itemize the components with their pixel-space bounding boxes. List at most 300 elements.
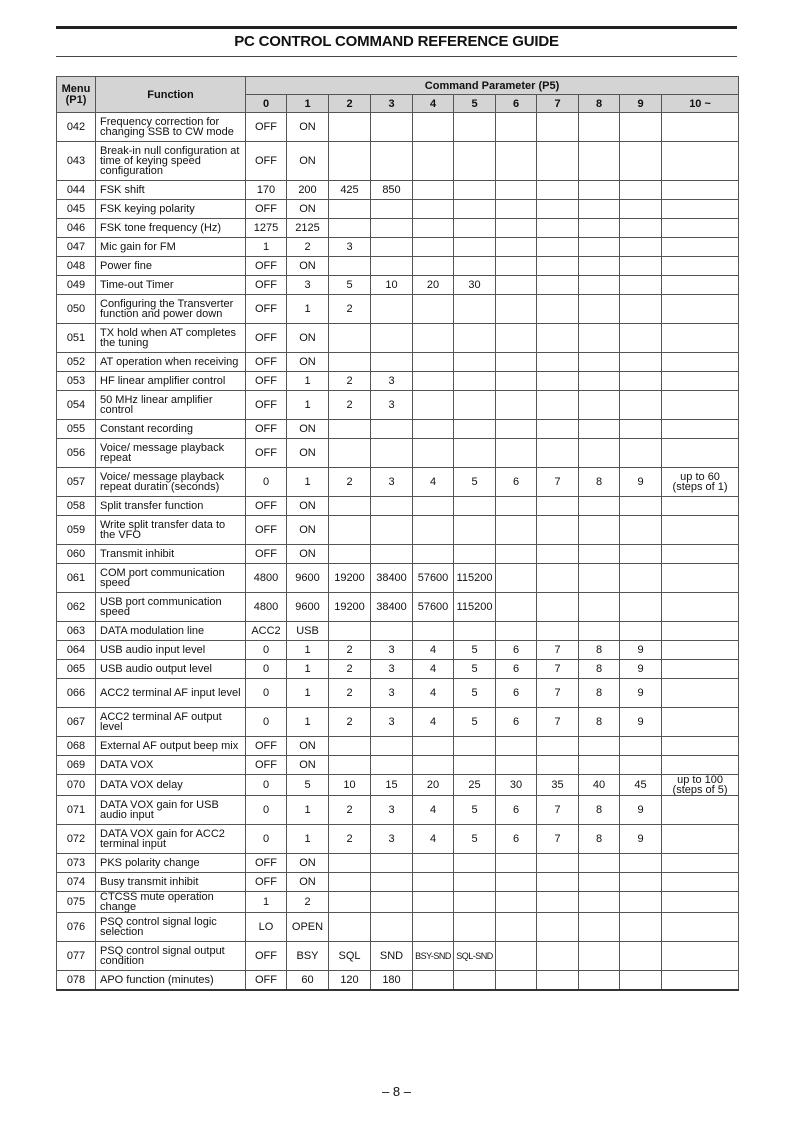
menu-number: 043 (57, 142, 96, 181)
param-value (579, 622, 620, 641)
param-value: OFF (246, 142, 287, 181)
param-value: 2 (329, 825, 371, 854)
param-value (371, 295, 413, 324)
table-row (57, 854, 739, 873)
param-value (413, 439, 454, 468)
param-value (371, 497, 413, 516)
param-value: 3 (371, 372, 413, 391)
param-value: OFF (246, 295, 287, 324)
param-value (413, 295, 454, 324)
param-value: ON (287, 756, 329, 775)
param-value: 9600 (287, 564, 329, 593)
param-value (620, 892, 662, 913)
param-value: 7 (537, 660, 579, 679)
param-value (413, 324, 454, 353)
param-value: 1 (287, 825, 329, 854)
param-value (454, 873, 496, 892)
table-row (57, 756, 739, 775)
param-value (454, 497, 496, 516)
function-name: TX hold when AT completes the tuning (96, 324, 246, 353)
param-value (329, 545, 371, 564)
param-value (537, 353, 579, 372)
range-note: up to 100 (steps of 5) (662, 775, 739, 796)
param-value (537, 276, 579, 295)
param-value: 35 (537, 775, 579, 796)
param-value: 3 (371, 468, 413, 497)
param-value (371, 257, 413, 276)
param-value (454, 971, 496, 991)
param-value: 6 (496, 825, 537, 854)
param-value (329, 913, 371, 942)
param-value (371, 516, 413, 545)
range-note (662, 593, 739, 622)
param-value: 4800 (246, 593, 287, 622)
table-row (57, 825, 739, 854)
function-name: PSQ control signal logic selection (96, 913, 246, 942)
param-value: ON (287, 142, 329, 181)
param-value: 6 (496, 660, 537, 679)
param-value (620, 942, 662, 971)
param-value (413, 200, 454, 219)
param-value (620, 200, 662, 219)
param-value: 20 (413, 276, 454, 295)
menu-number: 056 (57, 439, 96, 468)
param-value (454, 391, 496, 420)
param-value (579, 737, 620, 756)
param-value (496, 200, 537, 219)
menu-number: 049 (57, 276, 96, 295)
param-value: OFF (246, 545, 287, 564)
param-value (329, 219, 371, 238)
param-value: ON (287, 737, 329, 756)
param-value: ON (287, 439, 329, 468)
param-value: OFF (246, 391, 287, 420)
table-row (57, 622, 739, 641)
param-value (413, 497, 454, 516)
function-name: FSK keying polarity (96, 200, 246, 219)
param-value: OFF (246, 737, 287, 756)
param-value (537, 200, 579, 219)
param-value: 8 (579, 468, 620, 497)
menu-number: 052 (57, 353, 96, 372)
param-value (579, 372, 620, 391)
param-value (579, 516, 620, 545)
range-note (662, 545, 739, 564)
param-col-header: 1 (287, 95, 329, 113)
param-value (496, 295, 537, 324)
param-value: USB (287, 622, 329, 641)
table-row (57, 497, 739, 516)
param-value (496, 257, 537, 276)
param-value: OFF (246, 324, 287, 353)
range-note (662, 142, 739, 181)
param-col-header: 8 (579, 95, 620, 113)
param-value (537, 873, 579, 892)
param-value: ON (287, 497, 329, 516)
param-value: BSY-SND (413, 942, 454, 971)
function-name: DATA VOX (96, 756, 246, 775)
param-value (454, 295, 496, 324)
param-value (371, 142, 413, 181)
param-value: 115200 (454, 593, 496, 622)
range-note (662, 825, 739, 854)
param-value: OFF (246, 854, 287, 873)
param-value (620, 391, 662, 420)
param-value: OFF (246, 756, 287, 775)
param-col-header: 3 (371, 95, 413, 113)
param-value: 0 (246, 679, 287, 708)
function-name: ACC2 terminal AF input level (96, 679, 246, 708)
range-note (662, 854, 739, 873)
param-value: 2 (329, 679, 371, 708)
param-value (496, 142, 537, 181)
param-value (620, 497, 662, 516)
param-value (620, 737, 662, 756)
param-value (537, 391, 579, 420)
param-value (620, 913, 662, 942)
param-value: 4 (413, 660, 454, 679)
param-value (579, 324, 620, 353)
param-value: ON (287, 545, 329, 564)
param-value: OFF (246, 113, 287, 142)
range-note (662, 497, 739, 516)
param-value (579, 276, 620, 295)
command-reference-table (56, 76, 739, 991)
table-row (57, 942, 739, 971)
param-value: 4 (413, 679, 454, 708)
function-name: DATA VOX delay (96, 775, 246, 796)
table-row (57, 516, 739, 545)
range-note (662, 200, 739, 219)
param-value (620, 142, 662, 181)
param-value: 4 (413, 796, 454, 825)
menu-number: 051 (57, 324, 96, 353)
param-col-header: 5 (454, 95, 496, 113)
param-value: 8 (579, 641, 620, 660)
range-note (662, 622, 739, 641)
param-value: 5 (454, 796, 496, 825)
param-col-header: 2 (329, 95, 371, 113)
param-value: 9 (620, 660, 662, 679)
param-value: 7 (537, 825, 579, 854)
param-value (496, 622, 537, 641)
top-rule (56, 26, 737, 29)
param-value (496, 113, 537, 142)
param-value (371, 113, 413, 142)
param-value (537, 756, 579, 775)
range-note (662, 679, 739, 708)
function-name: DATA VOX gain for USB audio input (96, 796, 246, 825)
param-value: 9600 (287, 593, 329, 622)
param-value (496, 497, 537, 516)
range-note (662, 372, 739, 391)
table-row (57, 468, 739, 497)
param-value (537, 219, 579, 238)
param-value (620, 593, 662, 622)
menu-number: 069 (57, 756, 96, 775)
menu-header-label: Menu (61, 82, 91, 95)
param-value: SND (371, 942, 413, 971)
param-value (620, 257, 662, 276)
param-value (537, 420, 579, 439)
function-name: Power fine (96, 257, 246, 276)
param-value: 1 (246, 892, 287, 913)
menu-number: 078 (57, 971, 96, 991)
menu-number: 058 (57, 497, 96, 516)
param-value (413, 971, 454, 991)
param-value (329, 737, 371, 756)
param-value (413, 181, 454, 200)
param-value: 19200 (329, 564, 371, 593)
param-value: BSY (287, 942, 329, 971)
param-value (496, 593, 537, 622)
param-value (579, 913, 620, 942)
range-note (662, 796, 739, 825)
param-value: 3 (371, 679, 413, 708)
param-value: 40 (579, 775, 620, 796)
param-value (454, 737, 496, 756)
param-value: 3 (371, 796, 413, 825)
menu-number: 077 (57, 942, 96, 971)
param-value (537, 257, 579, 276)
param-value (413, 372, 454, 391)
param-value: 15 (371, 775, 413, 796)
param-value: SQL (329, 942, 371, 971)
param-value: 7 (537, 796, 579, 825)
param-value (620, 545, 662, 564)
function-name: HF linear amplifier control (96, 372, 246, 391)
param-value (454, 854, 496, 873)
param-value (413, 420, 454, 439)
param-value (496, 737, 537, 756)
param-value: ON (287, 516, 329, 545)
menu-number: 072 (57, 825, 96, 854)
table-row (57, 353, 739, 372)
param-value (496, 854, 537, 873)
range-note (662, 913, 739, 942)
range-note (662, 942, 739, 971)
param-value: ON (287, 873, 329, 892)
table-row (57, 660, 739, 679)
param-value (454, 439, 496, 468)
function-name: Voice/ message playback repeat (96, 439, 246, 468)
function-name: COM port communication speed (96, 564, 246, 593)
param-value: 8 (579, 708, 620, 737)
param-value: 1 (287, 372, 329, 391)
param-value (454, 756, 496, 775)
param-value: 8 (579, 679, 620, 708)
param-value: 2 (329, 641, 371, 660)
param-value (579, 873, 620, 892)
table-row (57, 641, 739, 660)
param-value (537, 295, 579, 324)
param-value: 9 (620, 708, 662, 737)
table-row (57, 679, 739, 708)
param-value (620, 622, 662, 641)
function-name: USB port communication speed (96, 593, 246, 622)
function-name: DATA VOX gain for ACC2 terminal input (96, 825, 246, 854)
param-value (496, 276, 537, 295)
param-value (537, 622, 579, 641)
param-value (371, 238, 413, 257)
param-value: OFF (246, 497, 287, 516)
menu-header-sub: (P1) (65, 93, 87, 106)
param-value: 10 (329, 775, 371, 796)
range-note (662, 113, 739, 142)
page-title: PC CONTROL COMMAND REFERENCE GUIDE (234, 33, 559, 50)
param-value: 10 (371, 276, 413, 295)
function-name: PKS polarity change (96, 854, 246, 873)
param-value: 30 (454, 276, 496, 295)
param-value (620, 854, 662, 873)
param-value (496, 873, 537, 892)
param-value: 7 (537, 468, 579, 497)
param-value (579, 439, 620, 468)
param-value: 5 (454, 708, 496, 737)
param-value (371, 545, 413, 564)
param-value (537, 181, 579, 200)
function-name: Transmit inhibit (96, 545, 246, 564)
param-value (329, 516, 371, 545)
param-value (620, 564, 662, 593)
range-note (662, 737, 739, 756)
param-value (329, 622, 371, 641)
function-name: Mic gain for FM (96, 238, 246, 257)
range-note (662, 324, 739, 353)
function-name: FSK shift (96, 181, 246, 200)
param-value: 1 (246, 238, 287, 257)
param-value: 2 (287, 892, 329, 913)
menu-number: 048 (57, 257, 96, 276)
param-value: 8 (579, 660, 620, 679)
param-value: ON (287, 324, 329, 353)
param-value: 38400 (371, 593, 413, 622)
param-value (371, 854, 413, 873)
param-value (579, 545, 620, 564)
table-row (57, 142, 739, 181)
param-value: 2 (287, 238, 329, 257)
param-value (329, 420, 371, 439)
menu-number: 042 (57, 113, 96, 142)
param-value: 2 (329, 468, 371, 497)
param-value (413, 238, 454, 257)
function-name: USB audio output level (96, 660, 246, 679)
param-value: 425 (329, 181, 371, 200)
function-name: Write split transfer data to the VFO (96, 516, 246, 545)
table-row (57, 892, 739, 913)
table-row (57, 181, 739, 200)
command-parameter-header: Command Parameter (P5) (246, 77, 739, 95)
param-value: 2125 (287, 219, 329, 238)
param-value (413, 854, 454, 873)
table-row (57, 257, 739, 276)
param-value (496, 181, 537, 200)
param-value: 3 (371, 641, 413, 660)
param-value (620, 181, 662, 200)
table-row (57, 219, 739, 238)
function-name: 50 MHz linear amplifier control (96, 391, 246, 420)
table-row (57, 708, 739, 737)
param-value (579, 391, 620, 420)
param-value (454, 516, 496, 545)
table-row (57, 113, 739, 142)
param-value: 0 (246, 796, 287, 825)
range-note (662, 439, 739, 468)
param-value: 9 (620, 468, 662, 497)
menu-number: 061 (57, 564, 96, 593)
param-value: 9 (620, 679, 662, 708)
menu-number: 076 (57, 913, 96, 942)
param-value: 115200 (454, 564, 496, 593)
menu-number: 044 (57, 181, 96, 200)
param-value (620, 756, 662, 775)
param-value (329, 439, 371, 468)
function-name: Break-in null configuration at time of keying speed configuration (96, 142, 246, 181)
param-value (413, 873, 454, 892)
param-value: 7 (537, 641, 579, 660)
param-value (579, 892, 620, 913)
param-value: 2 (329, 796, 371, 825)
menu-number: 046 (57, 219, 96, 238)
param-value (371, 913, 413, 942)
param-value (579, 181, 620, 200)
range-note (662, 708, 739, 737)
function-name: Constant recording (96, 420, 246, 439)
param-value: 5 (454, 825, 496, 854)
param-value: 5 (454, 679, 496, 708)
param-value (537, 142, 579, 181)
param-value (537, 545, 579, 564)
range-note (662, 181, 739, 200)
menu-number: 060 (57, 545, 96, 564)
param-value: 0 (246, 825, 287, 854)
param-value (371, 756, 413, 775)
param-value (579, 942, 620, 971)
param-value: 2 (329, 708, 371, 737)
param-value: 2 (329, 391, 371, 420)
function-name: Voice/ message playback repeat duratin (seconds) (96, 468, 246, 497)
param-value: ON (287, 420, 329, 439)
param-value (579, 257, 620, 276)
param-value (620, 420, 662, 439)
param-value: 3 (371, 391, 413, 420)
function-name: Split transfer function (96, 497, 246, 516)
range-note (662, 971, 739, 991)
menu-number: 075 (57, 892, 96, 913)
param-value (537, 564, 579, 593)
range-note (662, 391, 739, 420)
param-value (454, 238, 496, 257)
param-value: 57600 (413, 593, 454, 622)
range-note (662, 564, 739, 593)
table-row (57, 276, 739, 295)
param-value (413, 737, 454, 756)
menu-number: 066 (57, 679, 96, 708)
param-value (579, 238, 620, 257)
param-value (537, 854, 579, 873)
menu-number: 059 (57, 516, 96, 545)
param-value: 8 (579, 825, 620, 854)
param-value: 1 (287, 391, 329, 420)
param-value: 38400 (371, 564, 413, 593)
menu-number: 062 (57, 593, 96, 622)
param-value (620, 113, 662, 142)
table-row (57, 324, 739, 353)
param-value (620, 324, 662, 353)
param-value: OFF (246, 873, 287, 892)
param-value: 3 (371, 708, 413, 737)
function-name: External AF output beep mix (96, 737, 246, 756)
